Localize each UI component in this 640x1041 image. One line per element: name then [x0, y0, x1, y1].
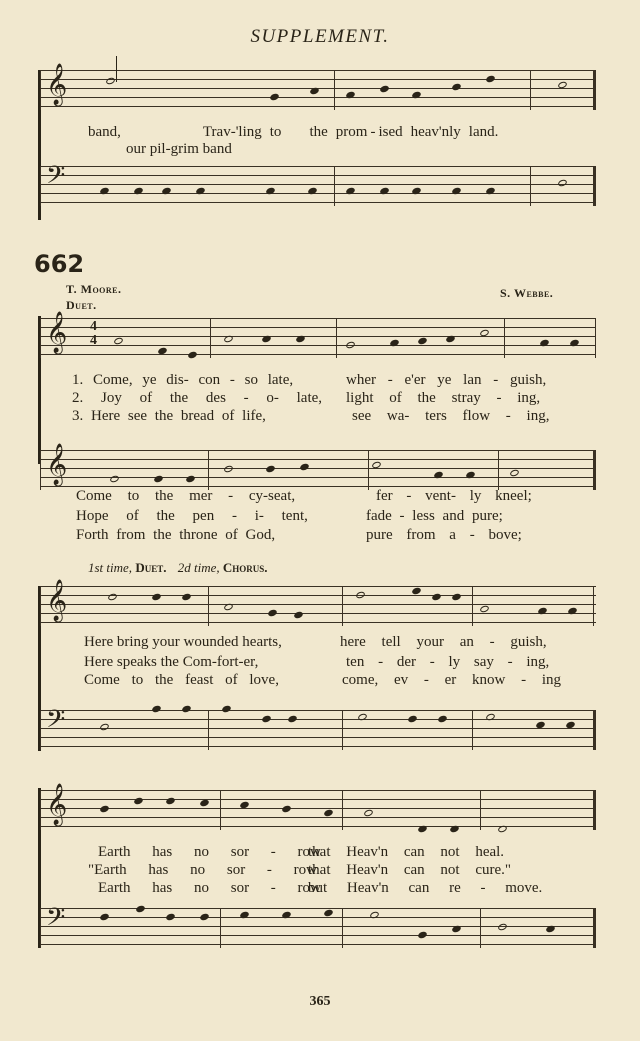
verse-2-line-3-right: ten - der - ly say - ing, — [346, 654, 550, 670]
treble-clef-icon: 𝄞 — [46, 64, 68, 104]
page-header: SUPPLEMENT. — [250, 26, 390, 47]
verse-3-left: 3. Here see the bread of life, — [72, 408, 266, 424]
lyric-line: band, Trav-'ling to the prom - ised heav'nly land. — [88, 124, 499, 140]
bass-staff — [40, 904, 596, 948]
bass-clef-icon: 𝄢 — [46, 904, 66, 937]
bass-staff — [40, 162, 596, 206]
verse-1-line-3-right: here tell your an - guish, — [340, 634, 547, 650]
verse-1-line-2-right: fer - vent- ly kneel; — [376, 488, 532, 504]
verse-3-line-2-left: Forth from the throne of God, — [76, 527, 276, 543]
music-credit: S. Webbe. — [500, 286, 554, 300]
verse-1-line-4-right: that Heav'n can not heal. — [308, 844, 505, 860]
bass-staff — [40, 444, 596, 490]
treble-staff — [40, 64, 596, 110]
verse-2-line-4-left: "Earth has no sor - row — [88, 862, 318, 878]
hymn-number: 662 — [34, 250, 85, 278]
verse-1-left: 1. Come, ye dis- con - so late, — [72, 372, 294, 388]
verse-3-line-3-right: come, ev - er know - ing — [342, 672, 562, 688]
words-credit: T. Moore. — [66, 282, 122, 296]
treble-clef-icon: 𝄞 — [46, 444, 68, 484]
treble-staff — [40, 580, 596, 626]
verse-2-left: 2. Joy of the des - o- late, — [72, 390, 323, 406]
treble-clef-icon: 𝄞 — [46, 312, 68, 352]
verse-3-right: see wa- ters flow - ing, — [352, 408, 550, 424]
verse-1-right: wher - e'er ye lan - guish, — [346, 372, 547, 388]
bass-staff — [40, 706, 596, 750]
bass-clef-icon: 𝄢 — [46, 706, 66, 739]
verse-2-line-2-left: Hope of the pen - i- tent, — [76, 508, 308, 524]
verse-2-line-3-left: Here speaks the Com-fort-er, — [84, 654, 259, 670]
verse-3-line-3-left: Come to the feast of love, — [84, 672, 279, 688]
lyric-line-alt: our pil-grim band — [126, 141, 232, 157]
verse-1-line-4-left: Earth has no sor - row — [98, 844, 321, 860]
page-number: 365 — [309, 994, 331, 1009]
verse-2-line-4-right: that Heav'n can not cure." — [308, 862, 512, 878]
voicing-label: Duet. — [66, 298, 97, 312]
treble-clef-icon: 𝄞 — [46, 784, 68, 824]
treble-staff: 𝄞 4 4 — [40, 318, 596, 358]
verse-3-line-4-right: but Heav'n can re - move. — [308, 880, 543, 896]
verse-3-line-2-right: pure from a - bove; — [366, 527, 522, 543]
treble-staff — [40, 784, 596, 830]
verse-2-line-2-right: fade - less and pure; — [366, 508, 503, 524]
verse-2-right: light of the stray - ing, — [346, 390, 541, 406]
treble-clef-icon: 𝄞 — [46, 580, 68, 620]
bass-clef-icon: 𝄢 — [46, 162, 66, 195]
performance-cue: 1st time, Duet. 2d time, Chorus. — [88, 560, 268, 575]
verse-1-line-2-left: Come to the mer - cy-seat, — [76, 488, 296, 504]
verse-3-line-4-left: Earth has no sor - row — [98, 880, 321, 896]
verse-1-line-3-left: Here bring your wounded hearts, — [84, 634, 282, 650]
